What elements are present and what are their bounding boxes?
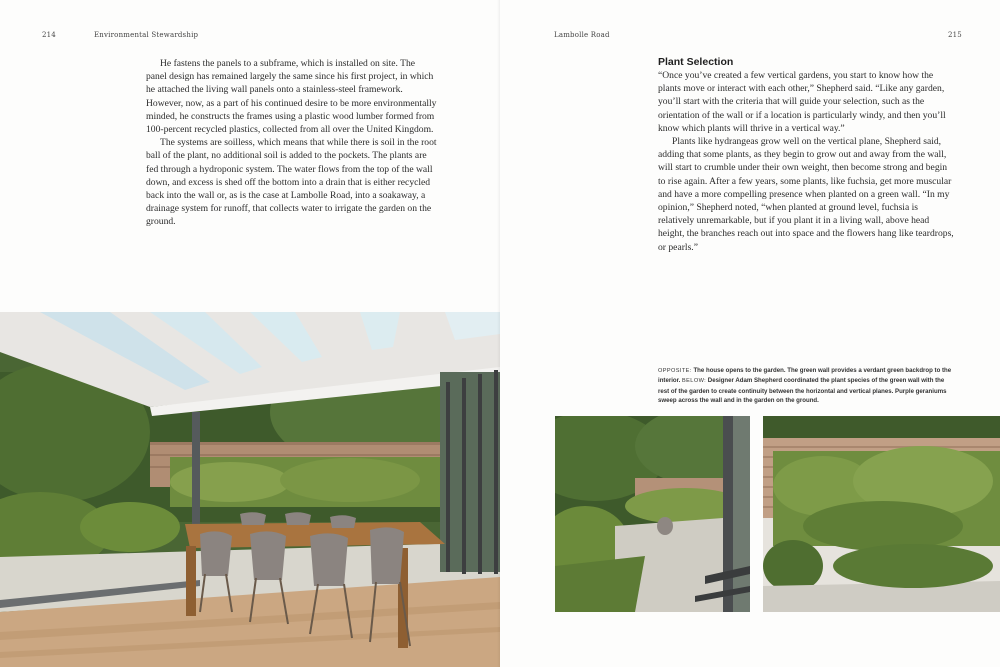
paragraph: He fastens the panels to a subframe, which is installed on site. The panel design has remained largely the same since his first project, in which he attached the living wall panels onto a stainless-steel framework. However, now, as a part of his continued desire to be more environmentally minded, he constructs the frames using a plastic wood lumber formed from 100-percent recycled plastics, collected from all over the United Kingdom.	[146, 58, 437, 136]
right-page	[500, 0, 1000, 667]
page-number-left: 214	[42, 31, 56, 39]
photo-garden-doors	[555, 416, 750, 612]
caption-label-opposite: OPPOSITE:	[658, 368, 692, 374]
left-body-text	[146, 57, 438, 229]
section-heading: Plant Selection	[658, 56, 734, 68]
page-number-right: 215	[948, 31, 962, 39]
caption-text-below: Designer Adam Shepherd coordinated the plant species of the green wall with the rest of the garden to create continuity between the horizontal and vertical planes. Purple geraniums sweep across the wall and in the garden on the ground.	[658, 377, 947, 405]
caption-text-opposite: The house opens to the garden. The green wall provides a verdant green backdrop to the interior.	[658, 367, 952, 385]
paragraph: The systems are soilless, which means that while there is soil in the root ball of the plant, no additional soil is added to the pockets. The plants are fed through a hydroponic system. The water flows from the top of the wall down, and excess is shed off the bottom into a drain that is either recycled back into the wall or, as is the case at Lambolle Road, into a soakaway, a drainage system for runoff, that collects water to irrigate the garden on the ground.	[146, 137, 437, 228]
caption-label-below: BELOW:	[682, 378, 707, 385]
garden-doors-illustration	[555, 416, 750, 612]
photo-caption	[658, 366, 956, 406]
paragraph: Plants like hydrangeas grow well on the vertical plane, Shepherd said, adding that some plants, as they begin to grow out and away from the wall, will start to crumble under their own weight, then become strong and begin to rise again. After a few years, some plants, like fuchsia, get more muscular and have a more compelling presence when planted on a green wall. “In my opinion,” Shepherd noted, “when planted at ground level, fuchsia is relatively unremarkable, but if you plant it in a living wall, above head height, the branches reach out into space and the flowers hang like teardrops, or pearls.”	[658, 136, 954, 253]
green-wall-illustration	[763, 416, 1000, 612]
right-body-text	[658, 69, 956, 254]
paragraph: “Once you’ve created a few vertical gardens, you start to know how the plants move or interact with each other,” Shepherd said. “Like any garden, you’ll start with the criteria that will guide your selection, such as the orientation of the wall or if a location is particularly windy, and then you’ll know which plants will thrive in a vertical way.”	[658, 70, 946, 134]
running-head-left: Environmental Stewardship	[94, 31, 199, 39]
running-head-right: Lambolle Road	[554, 31, 610, 39]
photo-dining-room-garden	[0, 312, 500, 667]
photo-green-wall-geraniums	[763, 416, 1000, 612]
dining-room-illustration	[0, 312, 500, 667]
